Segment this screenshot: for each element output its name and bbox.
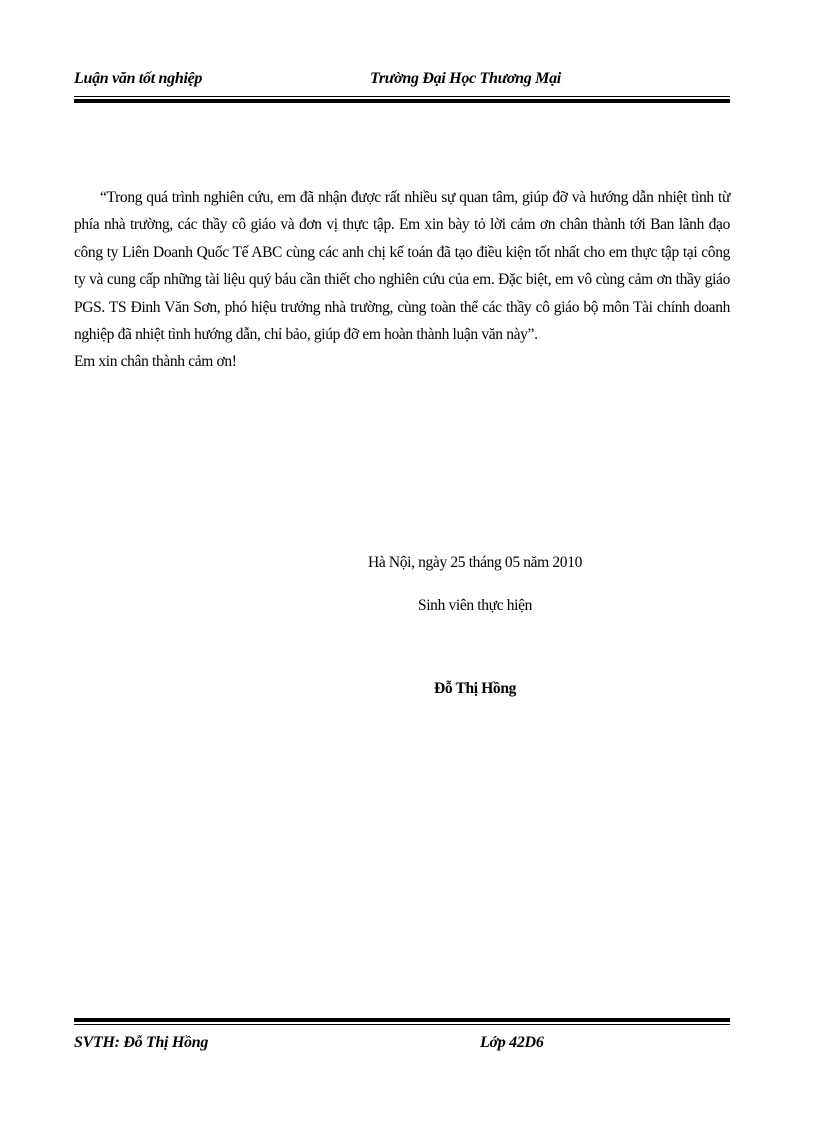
signature-name: Đỗ Thị Hồng (433, 680, 516, 697)
signature-role: Sinh viên thực hiện (417, 597, 533, 614)
acknowledgement-paragraph: “Trong quá trình nghiên cứu, em đã nhận được rất nhiều sự quan tâm, giúp đỡ và hướng dẫn nhiệt tình từ phía nhà trường, các thầy cô giáo và đơn vị thực tập. Em xin bày tỏ lời cảm ơn chân thành tới Ban lãnh đạo công ty Liên Doanh Quốc Tế ABC cùng các anh chị kế toán đã tạo điều kiện tốt nhất cho em thực tập tại công ty và cung cấp những tài liệu quý báu cần thiết cho nghiên cứu của em. Đặc biệt, em vô cùng cảm ơn thầy giáo PGS. TS Đinh Văn Sơn, phó hiệu trưởng nhà trường, cùng toàn thể các thầy cô giáo bộ môn Tài chính doanh nghiệp đã nhiệt tình hướng dẫn, chỉ bảo, giúp đỡ em hoàn thành luận văn này”. (74, 189, 730, 344)
header-university-name: Trường Đại Học Thương Mại (370, 70, 561, 87)
acknowledgement-body (74, 184, 730, 376)
page-header (74, 70, 730, 94)
footer-divider (74, 1018, 730, 1026)
header-divider-thin-line (74, 96, 730, 97)
header-document-type: Luận văn tốt nghiệp (74, 70, 203, 87)
page-footer (74, 1034, 730, 1058)
header-divider-thick-line (74, 99, 730, 103)
header-divider (74, 96, 730, 104)
footer-class: Lớp 42D6 (480, 1034, 544, 1051)
closing-line: Em xin chân thành cảm ơn! (74, 353, 237, 371)
signature-date: Hà Nội, ngày 25 tháng 05 năm 2010 (367, 554, 583, 571)
footer-divider-thin-line (74, 1024, 730, 1025)
footer-divider-thick-line (74, 1018, 730, 1022)
footer-student-name: SVTH: Đỗ Thị Hồng (74, 1034, 209, 1051)
